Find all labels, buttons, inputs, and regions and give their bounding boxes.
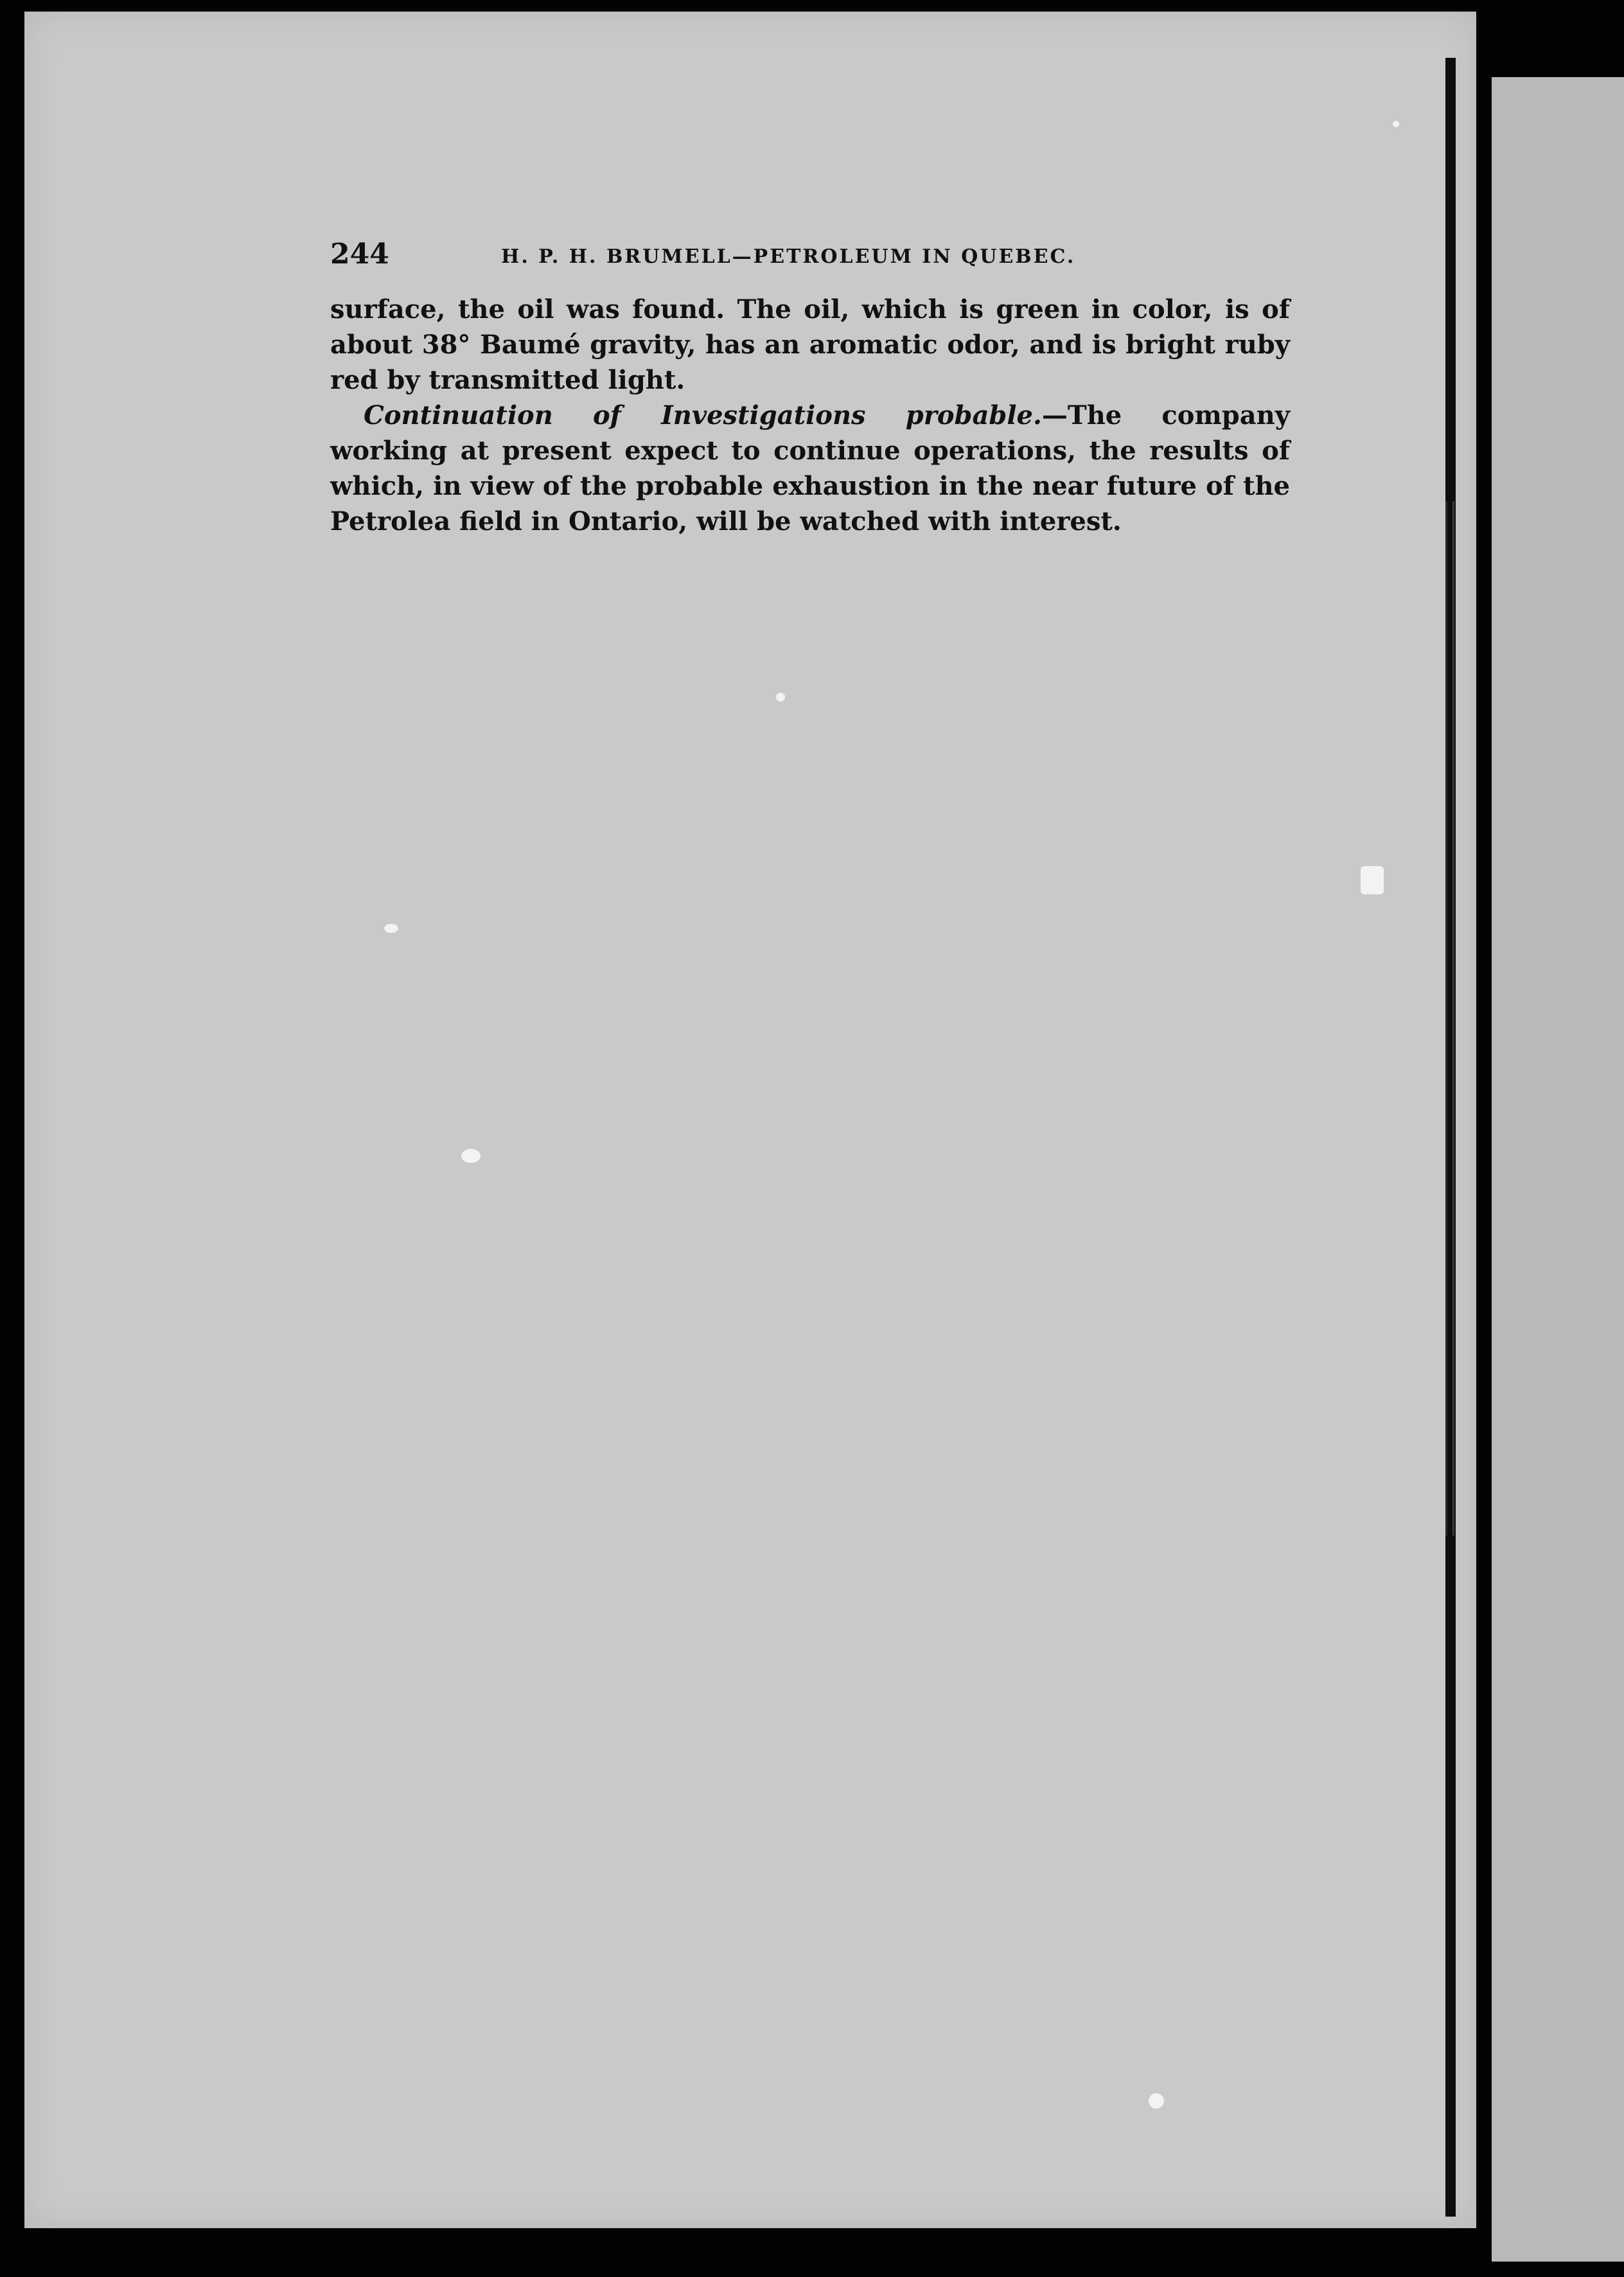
dust-speck xyxy=(1361,866,1384,894)
paragraph-text: —The company working at present expect to continue operations, the results of which, in view of the probable exhaustion in the near future of the Petrolea field in Ontario, will be watched with interest. xyxy=(330,400,1290,536)
binding-edge-line xyxy=(1445,501,1454,1536)
dust-speck xyxy=(461,1149,481,1163)
page-number: 244 xyxy=(330,238,389,270)
running-title: H. P. H. BRUMELL—PETROLEUM IN QUEBEC. xyxy=(501,245,1076,268)
dust-speck xyxy=(1149,2093,1164,2109)
adjacent-page-edge xyxy=(1492,77,1624,2262)
running-head xyxy=(330,238,1290,278)
body-paragraph-2 xyxy=(330,398,1290,539)
paragraph-heading: Continuation of Investigations probable. xyxy=(364,400,1042,430)
body-paragraph-1: surface, the oil was found. The oil, which is green in color, is of about 38° Baumé gravity, has an aromatic odor, and is bright ruby red by transmitted light. xyxy=(330,294,1290,395)
dust-speck xyxy=(1393,121,1399,127)
page-content xyxy=(330,238,1290,539)
dust-speck xyxy=(776,693,785,702)
dust-speck xyxy=(384,924,398,933)
